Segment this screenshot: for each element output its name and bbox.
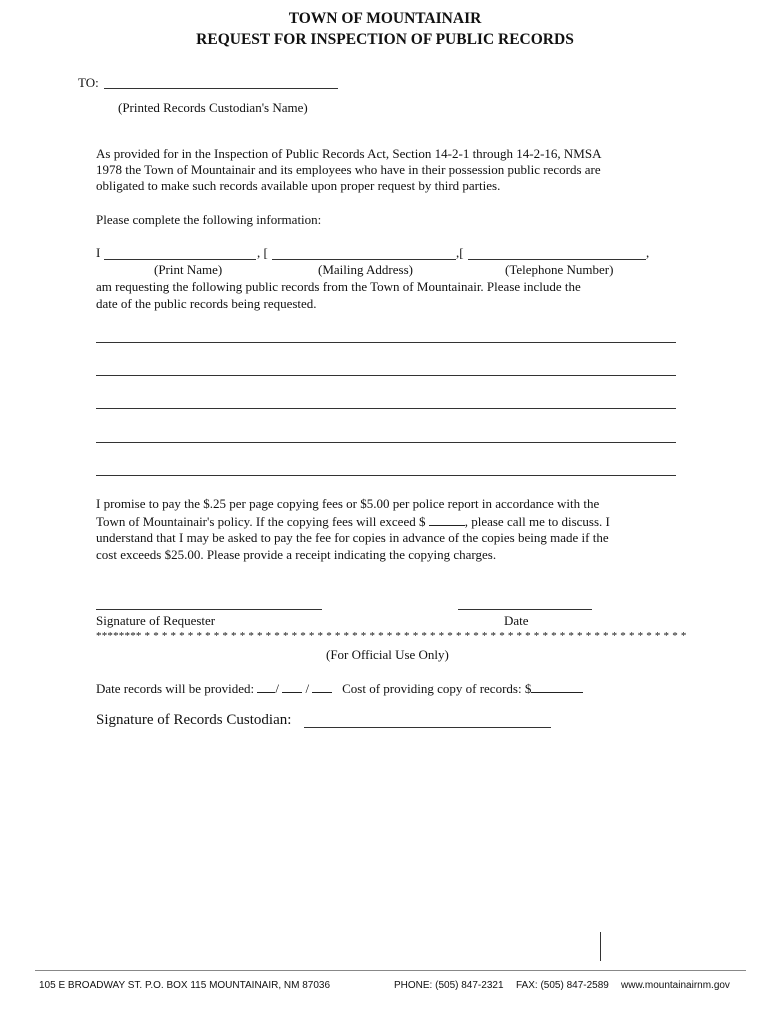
footer-address: 105 E BROADWAY ST. P.O. BOX 115 MOUNTAINAIR, NM 87036 (39, 980, 331, 991)
custodian-signature-label: Signature of Records Custodian: (96, 712, 292, 728)
date-slash-2: / (305, 681, 310, 696)
request-line-2: date of the public records being requested. (96, 296, 317, 311)
promise-line-3: understand that I may be asked to pay the fee for copies in advance of the copies being made if the (96, 530, 609, 545)
to-name-field[interactable] (104, 88, 338, 89)
vertical-mark (600, 932, 601, 961)
records-line-3[interactable] (96, 408, 676, 409)
to-label: TO: (78, 75, 99, 90)
intro-line-3: obligated to make such records available upon proper request by third parties. (96, 178, 501, 193)
date-year-field[interactable] (312, 680, 332, 693)
records-line-2[interactable] (96, 375, 676, 376)
promise-line-2 (96, 513, 610, 531)
records-line-5[interactable] (96, 475, 676, 476)
requester-signature-field[interactable] (96, 609, 322, 610)
records-line-4[interactable] (96, 442, 676, 443)
promise-line-4: cost exceeds $25.00. Please provide a receipt indicating the copying charges. (96, 547, 497, 562)
requester-sep-1: , [ (257, 245, 268, 260)
requester-prefix: I (96, 245, 101, 260)
date-label: Date (504, 613, 529, 628)
date-provided-label: Date records will be provided: (96, 681, 255, 696)
date-provided-row (96, 680, 583, 698)
intro-line-2: 1978 the Town of Mountainair and its employees who have in their possession public records are (96, 162, 601, 177)
form-title: TOWN OF MOUNTAINAIR (288, 10, 482, 27)
separator-asterisks: ******** * * * * * * * * * * * * * * * * * * * * * * * * * * * * * * * * * * * * * * * * * * * * * * * * * * * * * * * * * * * * * * * (96, 630, 687, 642)
promise-line-2-start: Town of Mountainair's policy. If the copying fees will exceed $ (96, 514, 429, 529)
cost-field[interactable] (531, 680, 583, 693)
mailing-address-field[interactable] (272, 259, 456, 260)
requester-signature-label: Signature of Requester (96, 613, 216, 628)
custodian-signature-field[interactable] (304, 727, 551, 728)
copying-fee-field[interactable] (429, 513, 465, 526)
footer-divider (35, 970, 746, 971)
requester-date-field[interactable] (458, 609, 592, 610)
telephone-field[interactable] (468, 259, 646, 260)
request-line-1: am requesting the following public records from the Town of Mountainair. Please include the (96, 279, 581, 294)
footer-website[interactable]: www.mountainairnm.gov (621, 980, 730, 991)
instruction-text: Please complete the following information: (96, 212, 322, 227)
to-caption: (Printed Records Custodian's Name) (118, 100, 308, 115)
footer-phone: PHONE: (505) 847-2321 (394, 980, 504, 991)
print-name-field[interactable] (104, 259, 256, 260)
print-name-label: (Print Name) (154, 262, 223, 277)
date-slash-1: / (275, 681, 279, 696)
form-subtitle: REQUEST FOR INSPECTION OF PUBLIC RECORDS (196, 31, 574, 48)
intro-line-1: As provided for in the Inspection of Public Records Act, Section 14-2-1 through 14-2-16, NMSA (96, 146, 602, 161)
footer-fax: FAX: (505) 847-2589 (516, 980, 609, 991)
requester-end: , (646, 245, 650, 260)
cost-label: Cost of providing copy of records: $ (342, 681, 532, 696)
date-day-field[interactable] (282, 680, 302, 693)
date-month-field[interactable] (257, 680, 275, 693)
promise-line-1: I promise to pay the $.25 per page copying fees or $5.00 per police report in accordance with the (96, 496, 600, 511)
telephone-label: (Telephone Number) (505, 262, 614, 277)
mailing-address-label: (Mailing Address) (318, 262, 413, 277)
promise-line-2-end: , please call me to discuss. I (464, 514, 610, 529)
records-line-1[interactable] (96, 342, 676, 343)
official-use-heading: (For Official Use Only) (326, 647, 449, 662)
requester-sep-2: ,[ (456, 245, 464, 260)
